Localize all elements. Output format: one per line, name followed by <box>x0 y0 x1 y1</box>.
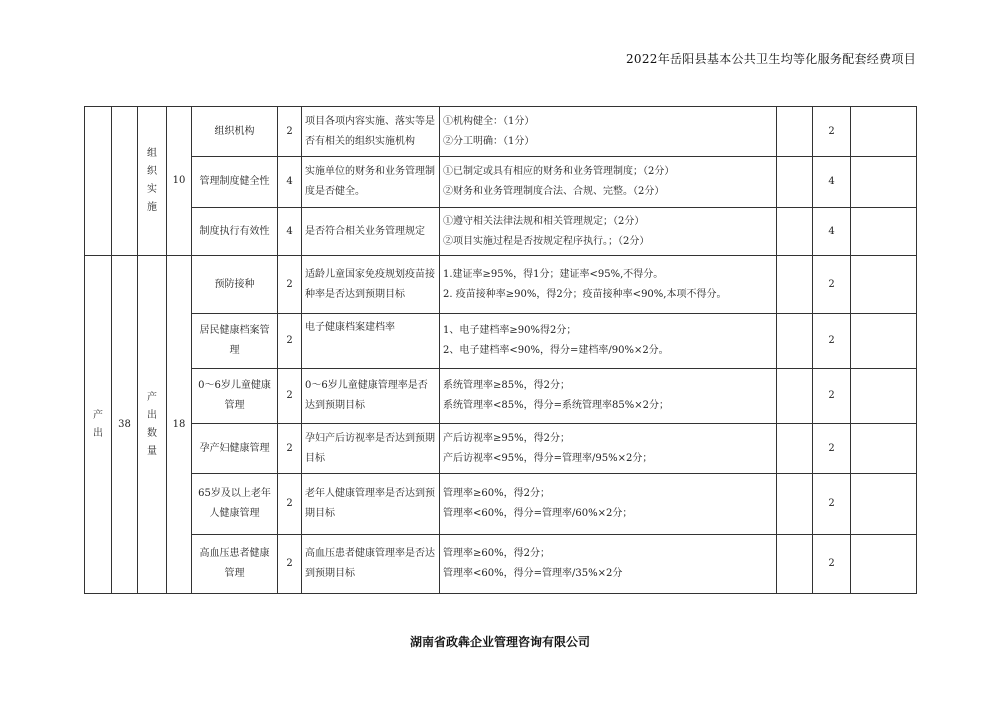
empty-cell <box>777 535 813 594</box>
table-row <box>85 107 917 157</box>
indicator-name: 制度执行有效性 <box>192 208 278 256</box>
level1-weight-cell-empty <box>112 107 138 256</box>
indicator-name: 组织机构 <box>192 107 278 157</box>
remark-cell <box>851 474 917 535</box>
indicator-score: 2 <box>278 424 302 474</box>
page-header: 2022年岳阳县基本公共卫生均等化服务配套经费项目 <box>625 52 916 66</box>
remark-cell <box>851 314 917 369</box>
level2-cell: 产出数量 <box>138 256 167 594</box>
indicator-score: 2 <box>278 256 302 314</box>
remark-cell <box>851 535 917 594</box>
indicator-name: 居民健康档案管理 <box>192 314 278 369</box>
indicator-name: 孕产妇健康管理 <box>192 424 278 474</box>
indicator-score: 2 <box>278 369 302 424</box>
indicator-result: 2 <box>813 474 851 535</box>
indicator-standard: ①机构健全：（1分） ②分工明确：（1分） <box>440 107 777 157</box>
level1-weight-cell: 38 <box>112 256 138 594</box>
indicator-name: 预防接种 <box>192 256 278 314</box>
table-row <box>85 474 917 535</box>
indicator-result: 4 <box>813 157 851 208</box>
remark-cell <box>851 424 917 474</box>
table-row <box>85 208 917 256</box>
remark-cell <box>851 369 917 424</box>
table-row <box>85 314 917 369</box>
empty-cell <box>777 424 813 474</box>
indicator-content: 实施单位的财务和业务管理制度是否健全。 <box>302 157 440 208</box>
indicator-name: 高血压患者健康管理 <box>192 535 278 594</box>
indicator-standard: 1.建证率≥95%，得1分；建证率<95%,不得分。 2. 疫苗接种率≥90%，得2分；疫苗接种率<90%,本项不得分。 <box>440 256 777 314</box>
indicator-content: 是否符合相关业务管理规定 <box>302 208 440 256</box>
indicator-content: 0～6岁儿童健康管理率是否达到预期目标 <box>302 369 440 424</box>
level2-weight-cell: 10 <box>167 107 192 256</box>
level2-weight-cell: 18 <box>167 256 192 594</box>
indicator-standard: ①已制定或具有相应的财务和业务管理制度；（2分） ②财务和业务管理制度合法、合规、完整。（2分） <box>440 157 777 208</box>
empty-cell <box>777 369 813 424</box>
level1-cell: 产出 <box>85 256 112 594</box>
indicator-name: 0～6岁儿童健康管理 <box>192 369 278 424</box>
table-row <box>85 157 917 208</box>
indicator-content: 孕妇产后访视率是否达到预期目标 <box>302 424 440 474</box>
indicator-result: 2 <box>813 369 851 424</box>
indicator-result: 2 <box>813 424 851 474</box>
indicator-score: 4 <box>278 157 302 208</box>
remark-cell <box>851 157 917 208</box>
indicator-result: 2 <box>813 535 851 594</box>
indicator-name: 65岁及以上老年人健康管理 <box>192 474 278 535</box>
indicator-score: 2 <box>278 535 302 594</box>
empty-cell <box>777 256 813 314</box>
table-row <box>85 424 917 474</box>
indicator-standard: ①遵守相关法律法规和相关管理规定；（2分） ②项目实施过程是否按规定程序执行。；（2分） <box>440 208 777 256</box>
empty-cell <box>777 208 813 256</box>
indicator-standard: 管理率≥60%，得2分； 管理率<60%，得分=管理率/35%×2分 <box>440 535 777 594</box>
empty-cell <box>777 474 813 535</box>
remark-cell <box>851 208 917 256</box>
indicator-standard: 1、电子建档率≥90%得2分； 2、电子建档率<90%，得分=建档率/90%×2分。 <box>440 314 777 369</box>
table-row <box>85 535 917 594</box>
indicator-score: 4 <box>278 208 302 256</box>
page-footer: 湖南省政犇企业管理咨询有限公司 <box>409 635 590 649</box>
remark-cell <box>851 256 917 314</box>
indicator-content: 高血压患者健康管理率是否达到预期目标 <box>302 535 440 594</box>
indicator-content: 电子健康档案建档率 <box>302 314 440 369</box>
indicator-standard: 系统管理率≥85%，得2分； 系统管理率<85%，得分=系统管理率85%×2分； <box>440 369 777 424</box>
empty-cell <box>777 107 813 157</box>
indicator-score: 2 <box>278 314 302 369</box>
indicator-score: 2 <box>278 474 302 535</box>
indicator-standard: 产后访视率≥95%，得2分； 产后访视率<95%，得分=管理率/95%×2分； <box>440 424 777 474</box>
indicator-content: 项目各项内容实施、落实等是否有相关的组织实施机构 <box>302 107 440 157</box>
level1-cell-empty <box>85 107 112 256</box>
table-row <box>85 256 917 314</box>
table-row <box>85 369 917 424</box>
indicator-content: 老年人健康管理率是否达到预期目标 <box>302 474 440 535</box>
empty-cell <box>777 314 813 369</box>
indicator-name: 管理制度健全性 <box>192 157 278 208</box>
indicator-result: 2 <box>813 256 851 314</box>
indicator-standard: 管理率≥60%，得2分； 管理率<60%，得分=管理率/60%×2分； <box>440 474 777 535</box>
level2-cell: 组织实施 <box>138 107 167 256</box>
remark-cell <box>851 107 917 157</box>
indicator-content: 适龄儿童国家免疫规划疫苗接种率是否达到预期目标 <box>302 256 440 314</box>
indicator-result: 2 <box>813 314 851 369</box>
evaluation-table <box>84 106 917 594</box>
empty-cell <box>777 157 813 208</box>
indicator-result: 2 <box>813 107 851 157</box>
indicator-result: 4 <box>813 208 851 256</box>
indicator-score: 2 <box>278 107 302 157</box>
